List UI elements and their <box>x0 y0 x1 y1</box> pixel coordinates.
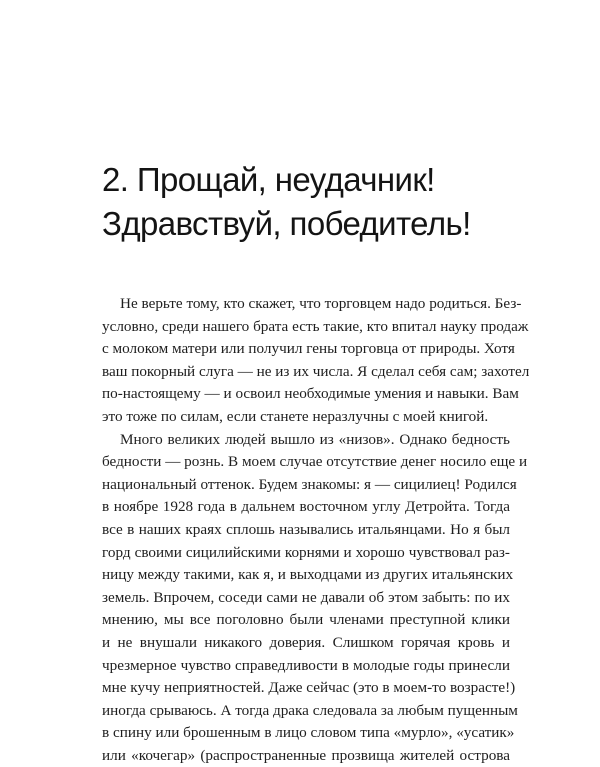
paragraph-2-line: бедности — рознь. В моем случае отсутствие денег носило еще и <box>102 453 528 471</box>
chapter-title-line-2: Здравствуй, победитель! <box>102 205 471 242</box>
paragraph-2-line: или «кочегар» (распространенные прозвища жителей острова <box>102 746 510 764</box>
paragraph-1-last-line: это тоже по силам, если станете неразлучны с моей книгой. <box>102 407 489 425</box>
paragraph-1-line: ваш покорный слуга — не из их числа. Я сделал себя сам; захотел <box>102 362 530 380</box>
paragraph-1-line: с молоком матери или получил гены торговца от природы. Хотя <box>102 340 515 358</box>
paragraph-1-line: условно, среди нашего брата есть такие, кто впитал науку продаж <box>102 317 529 335</box>
paragraph-2-line: все в наших краях сплошь назывались итальянцами. Но я был <box>102 520 510 538</box>
paragraph-2-line: ницу между такими, как я, и выходцами из других итальянских <box>102 566 514 584</box>
paragraph-1-line: по-настоящему — и освоил необходимые умения и навыки. Вам <box>102 385 519 403</box>
paragraph-2-line: Много великих людей вышло из «низов». Однако бедность <box>120 430 510 448</box>
chapter-title-line-1: 2. Прощай, неудачник! <box>102 161 435 198</box>
paragraph-2-line: иногда срываюсь. А тогда драка следовала за любым пущенным <box>102 701 518 719</box>
paragraph-2-line: национальный оттенок. Будем знакомы: я — сицилиец! Родился <box>102 475 517 493</box>
paragraph-2-line: и не внушали никакого доверия. Слишком горячая кровь и <box>102 633 510 651</box>
paragraph-2-line: в спину или брошенным в лицо словом типа «мурло», «усатик» <box>102 724 515 742</box>
paragraph-2-line: чрезмерное чувство справедливости в молодые годы принесли <box>102 656 510 674</box>
paragraph-2-line: горд своими сицилийскими корнями и хорошо чувствовал раз- <box>102 543 510 561</box>
paragraph-1-line: Не верьте тому, кто скажет, что торговцем надо родиться. Без- <box>120 295 522 312</box>
chapter-title <box>102 158 522 246</box>
paragraph-2-line: земель. Впрочем, соседи сами не давали об этом забыть: по их <box>102 588 510 606</box>
paragraph-2-line: в ноябре 1928 года в дальнем восточном углу Детройта. Тогда <box>102 498 510 516</box>
body-text <box>102 293 530 767</box>
paragraph-2-line: мнению, мы все поголовно были членами преступной клики <box>102 611 510 629</box>
paragraph-2-line: мне кучу неприятностей. Даже сейчас (это в моем-то возрасте!) <box>102 679 516 697</box>
